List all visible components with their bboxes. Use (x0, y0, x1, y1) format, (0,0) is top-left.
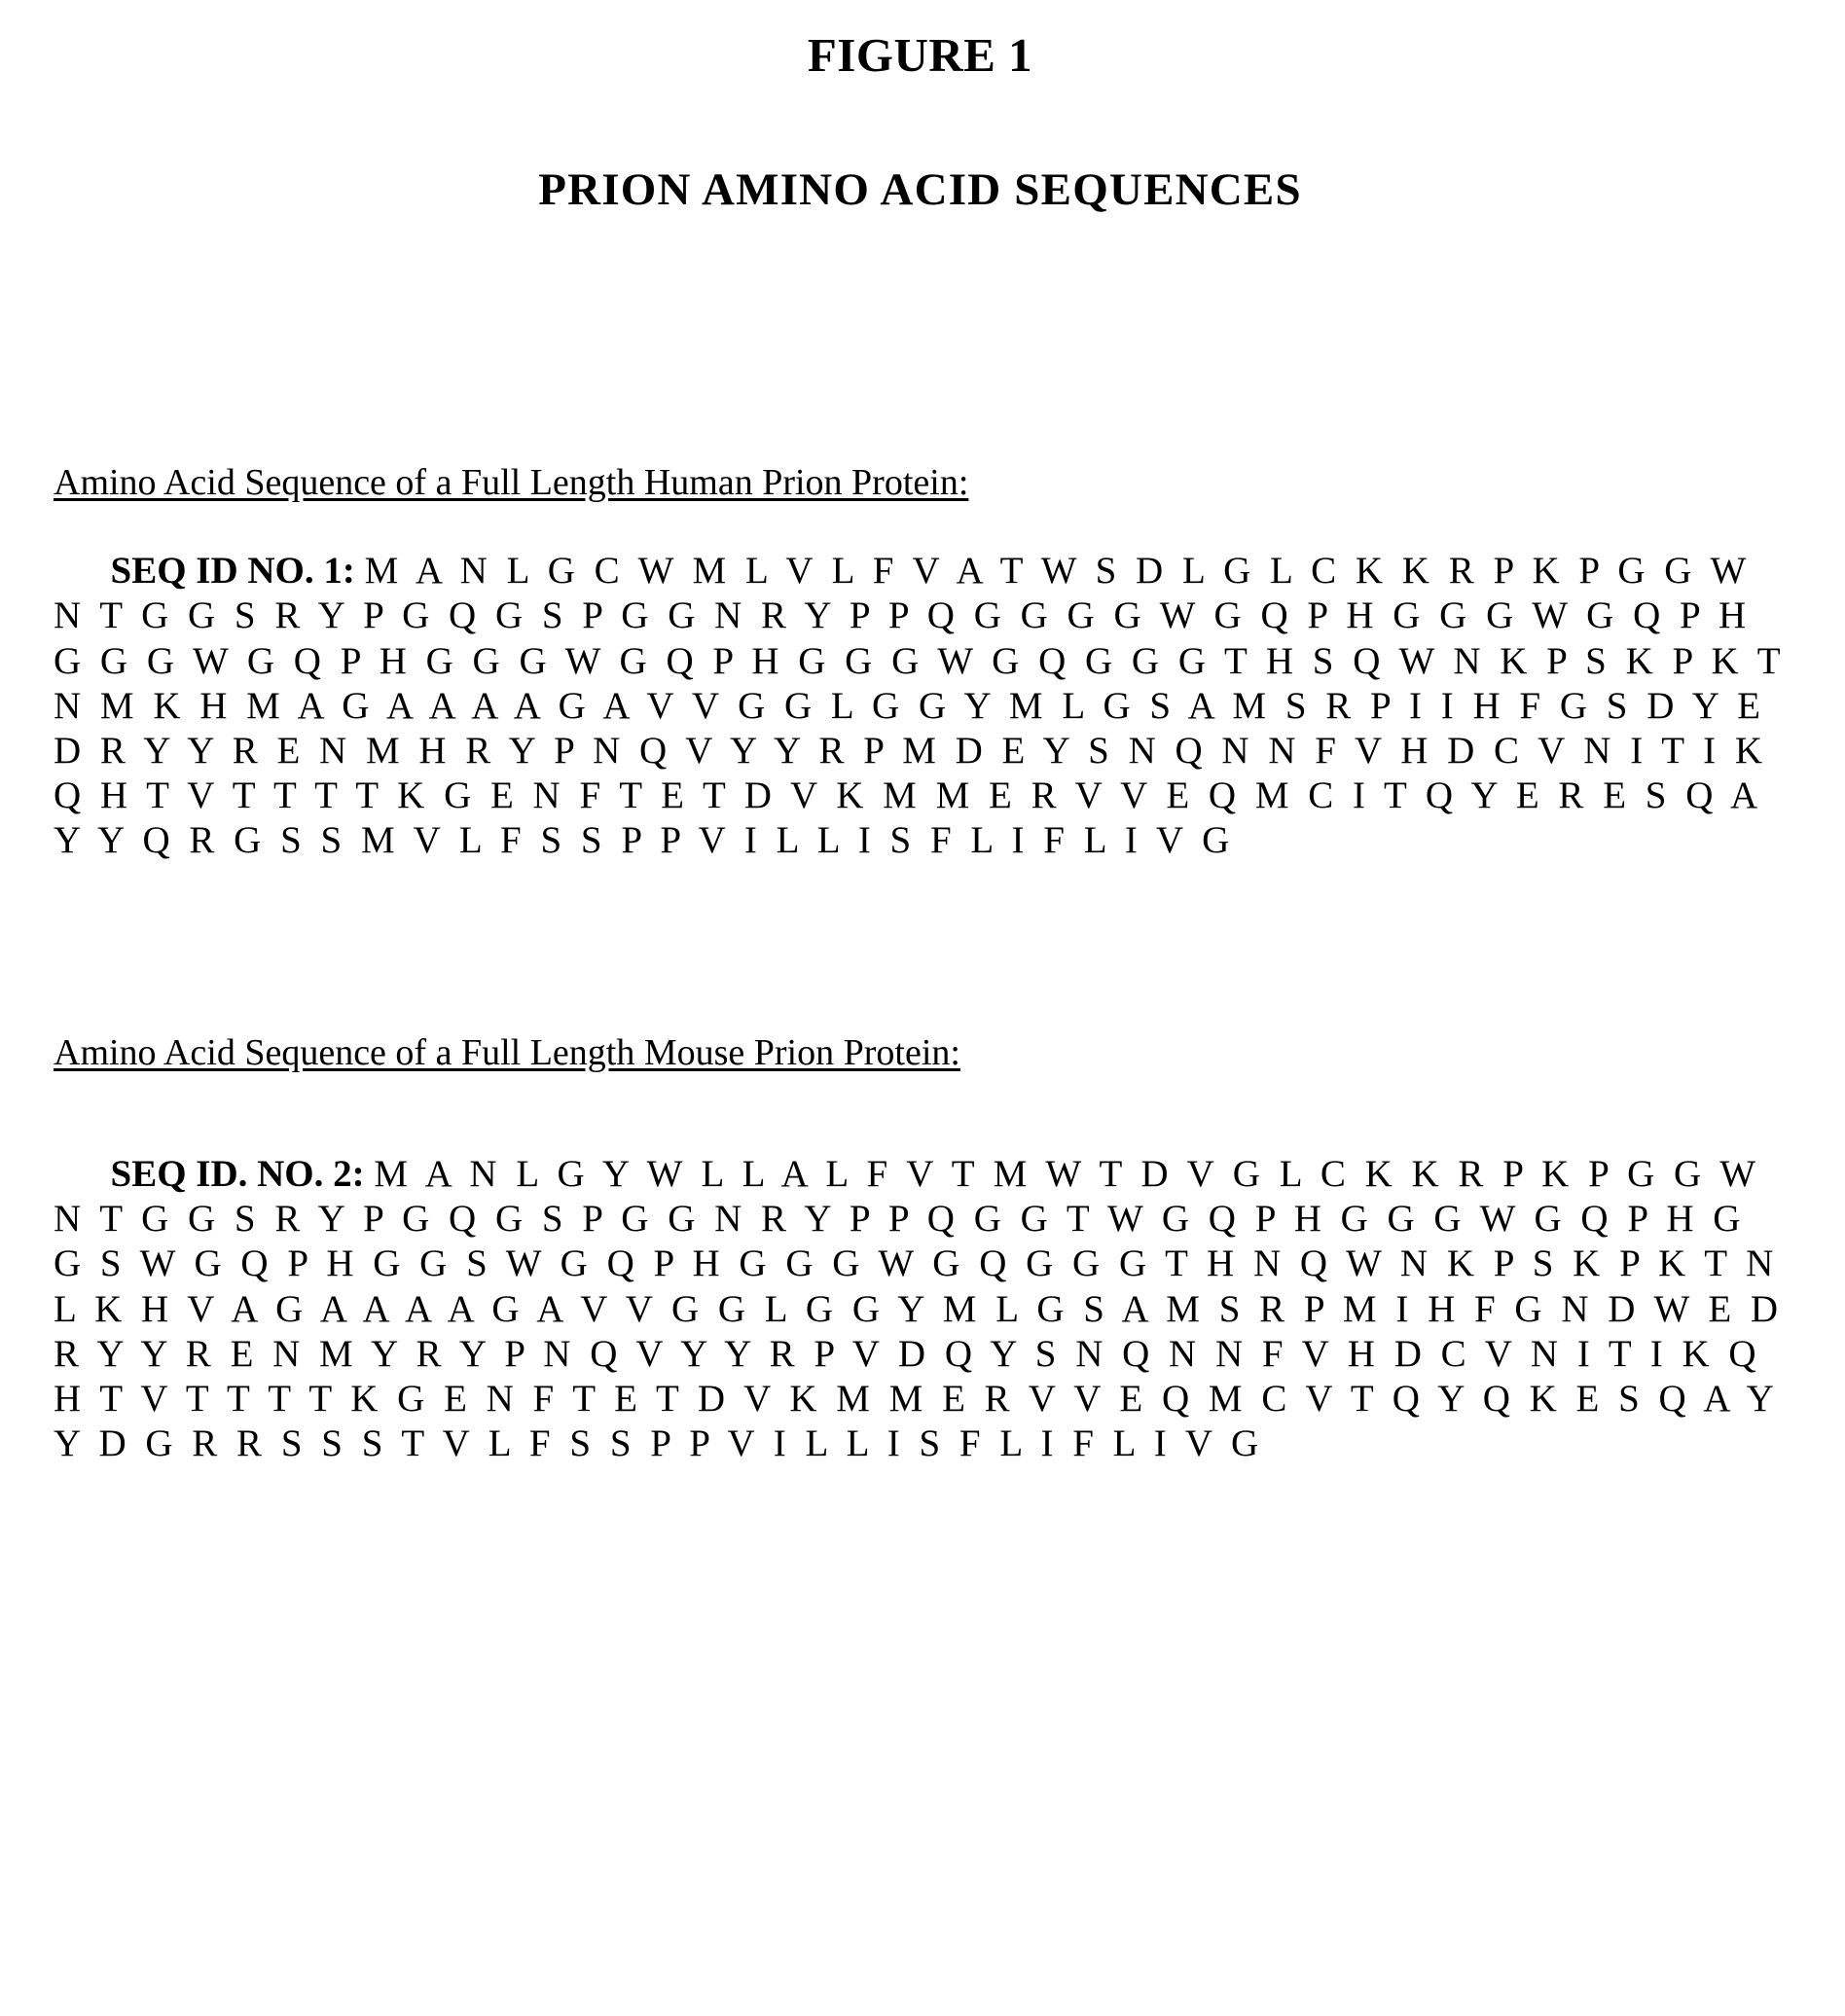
human-seq-id-label: SEQ ID NO. 1: (110, 550, 355, 593)
human-sequence-letters: M A N L G C W M L V L F V A T W S D L G L C K K R P K P G G W N T G G S R Y P G Q G S P G G N R Y P P Q G G G G W G Q P H G G G W G Q P H G G G W G Q P H G G G W G Q P H G G G W G Q G G G T H S Q W N K P S K P K T N M K H M A G A A A A G A V V G G L G G Y M L G S A M S R P I I H F G S D Y E D R Y Y R E N M H R Y P N Q V Y Y R P M D E Y S N Q N N F V H D C V N I T I K Q H T V T T T T K G E N F T E T D V K M M E R V V E Q M C I T Q Y E R E S Q A Y Y Q R G S S M V L F S S P P V I L L I S F L I F L I V G (54, 550, 1799, 862)
figure-subtitle: PRION AMINO ACID SEQUENCES (538, 164, 1302, 215)
human-sequence-heading: Amino Acid Sequence of a Full Length Human Prion Protein: (54, 462, 969, 503)
mouse-sequence-heading: Amino Acid Sequence of a Full Length Mouse Prion Protein: (54, 1031, 960, 1073)
human-sequence-block (54, 504, 1799, 909)
figure-title: FIGURE 1 (807, 28, 1033, 82)
mouse-sequence-letters: M A N L G Y W L L A L F V T M W T D V G L C K K R P K P G G W N T G G S R Y P G Q G S P G G N R Y P P Q G G T W G Q P H G G G W G Q P H G G S W G Q P H G G S W G Q P H G G G W G Q G G G T H N Q W N K P S K P K T N L K H V A G A A A A G A V V G G L G G Y M L G S A M S R P M I H F G N D W E D R Y Y R E N M Y R Y P N Q V Y Y R P V D Q Y S N Q N N F V H D C V N I T I K Q H T V T T T T K G E N F T E T D V K M M E R V V E Q M C V T Q Y Q K E S Q A Y Y D G R R S S S T V L F S S P P V I L L I S F L I F L I V G (54, 1153, 1797, 1465)
mouse-sequence-block (54, 1107, 1797, 1512)
mouse-sequence-section (54, 1031, 1797, 1512)
mouse-seq-id-label: SEQ ID. NO. 2: (110, 1153, 365, 1196)
human-sequence-section (54, 461, 1799, 909)
